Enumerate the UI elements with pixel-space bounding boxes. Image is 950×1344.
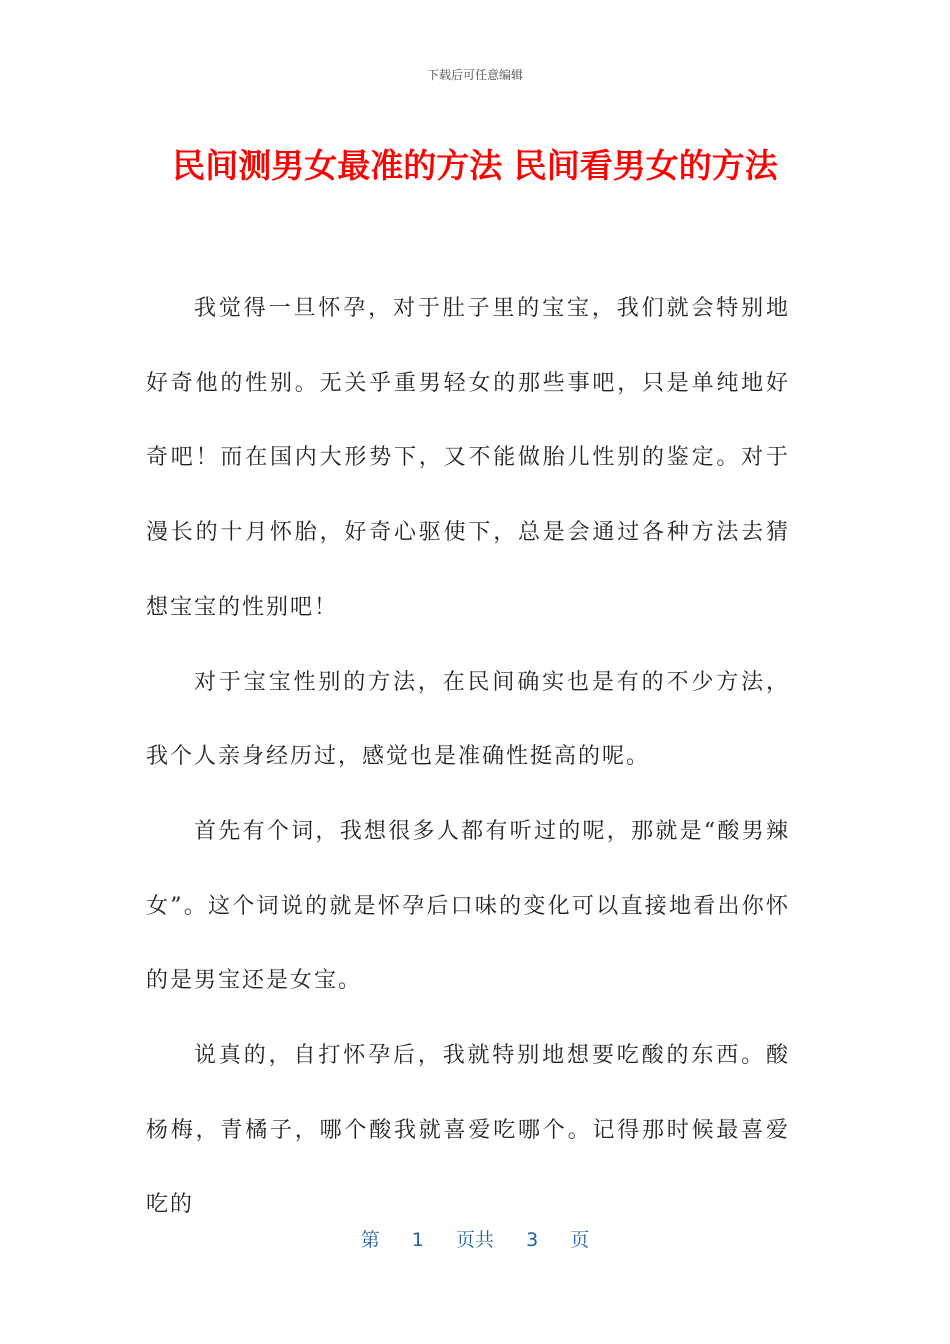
document-title: 民间测男女最准的方法 民间看男女的方法 — [172, 146, 778, 185]
footer-prefix: 第 — [360, 1229, 380, 1251]
footer-total-pages: 3 — [526, 1229, 539, 1251]
paragraph-2: 对于宝宝性别的方法，在民间确实也是有的不少方法，我个人亲身经历过，感觉也是准确性挺高的呢。 — [146, 669, 790, 770]
paragraph-4: 说真的，自打怀孕后，我就特别地想要吃酸的东西。酸杨梅，青橘子，哪个酸我就喜爱吃哪个。记得那时候最喜爱吃的 — [146, 1043, 790, 1218]
document-body — [146, 272, 790, 1243]
footer-current-page: 1 — [411, 1229, 424, 1251]
paragraph-3: 首先有个词，我想很多人都有听过的呢，那就是“酸男辣女”。这个词说的就是怀孕后口味的变化可以直接地看出你怀的是男宝还是女宝。 — [146, 818, 790, 994]
page-footer — [0, 1225, 950, 1252]
header-note: 下载后可任意编辑 — [426, 68, 523, 82]
paragraph-1: 我觉得一旦怀孕，对于肚子里的宝宝，我们就会特别地好奇他的性别。无关乎重男轻女的那些事吧，只是单纯地好奇吧！而在国内大形势下，又不能做胎儿性别的鉴定。对于漫长的十月怀胎，好奇心驱使下，总是会通过各种方法去猜想宝宝的性别吧！ — [146, 296, 790, 620]
footer-suffix: 页 — [570, 1229, 590, 1251]
footer-middle: 页共 — [455, 1229, 494, 1251]
